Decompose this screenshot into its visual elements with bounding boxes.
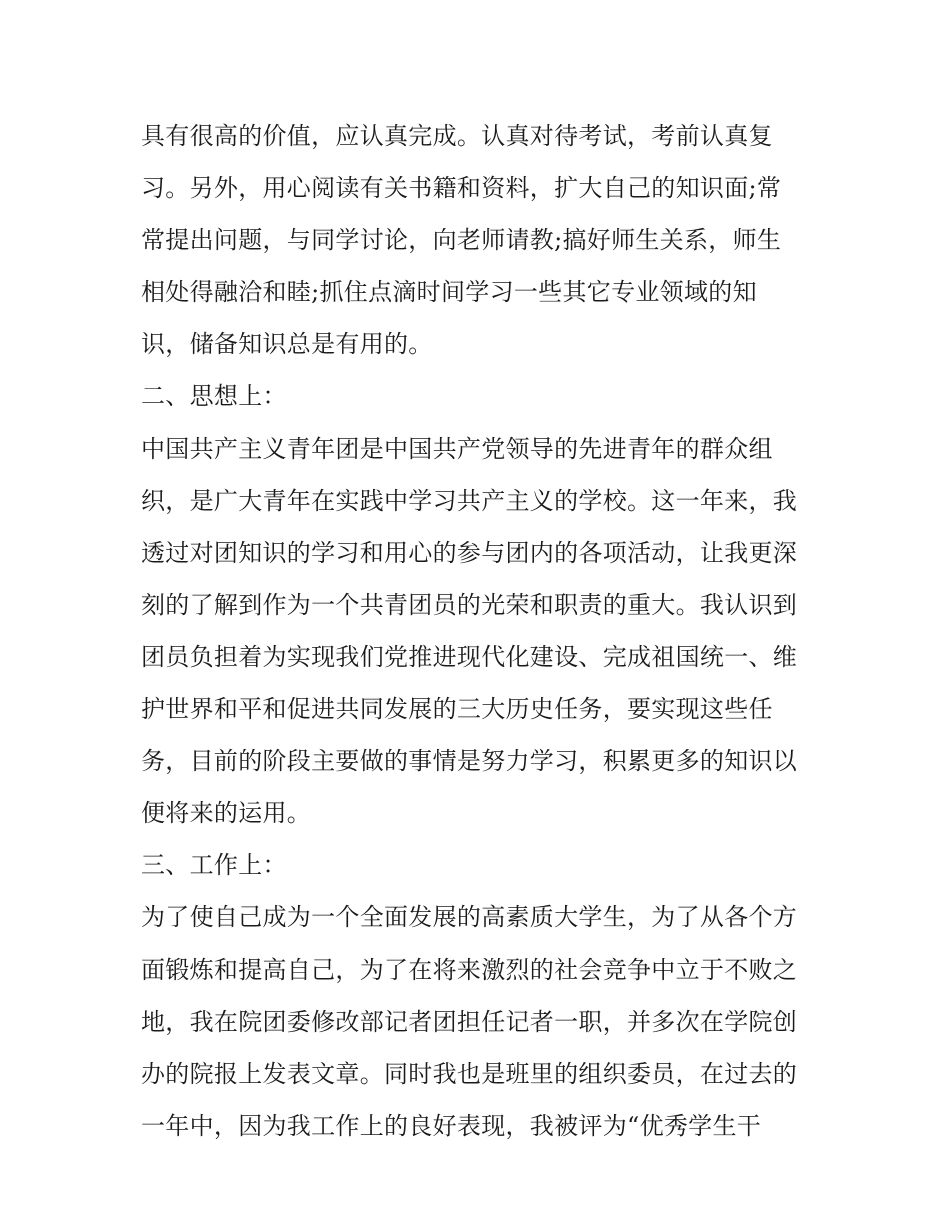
text-line: 习。另外，用心阅读有关书籍和资料，扩大自己的知识面;常 [141,174,782,203]
text-line: 为了使自己成为一个全面发展的高素质大学生，为了从各个方 [141,903,798,932]
section-heading-thought: 二、思想上： [141,382,287,411]
text-line: 地，我在院团委修改部记者团担任记者一职，并多次在学院创 [141,1007,798,1036]
text-line: 护世界和平和促进共同发展的三大历史任务，要实现这些任 [141,695,773,724]
text-line: 务，目前的阶段主要做的事情是努力学习，积累更多的知识以 [141,747,798,776]
text-line: 团员负担着为实现我们党推进现代化建设、完成祖国统一、维 [141,642,798,671]
document-body [141,110,821,1152]
text-line: 便将来的运用。 [141,799,312,828]
text-line: 织，是广大青年在实践中学习共产主义的学校。这一年来，我 [141,486,798,515]
text-line: 刻的了解到作为一个共青团员的光荣和职责的重大。我认识到 [141,590,798,619]
text-line: 透过对团知识的学习和用心的参与团内的各项活动，让我更深 [141,538,798,567]
text-line: 具有很高的价值，应认真完成。认真对待考试，考前认真复 [141,122,773,150]
text-line: 面锻炼和提高自己，为了在将来激烈的社会竞争中立于不败之 [141,955,798,984]
text-line: 常提出问题，与同学讨论，向老师请教;搞好师生关系，师生 [141,226,782,255]
text-line: 识，储备知识总是有用的。 [141,330,433,359]
text-line: 相处得融洽和睦;抓住点滴时间学习一些其它专业领域的知 [141,278,757,307]
text-line: 中国共产主义青年团是中国共产党领导的先进青年的群众组 [141,434,773,463]
text-line: 办的院报上发表文章。同时我也是班里的组织委员，在过去的 [141,1059,798,1088]
text-line: 一年中，因为我工作上的良好表现，我被评为“优秀学生干 [141,1111,762,1140]
section-heading-work: 三、工作上： [141,851,287,880]
